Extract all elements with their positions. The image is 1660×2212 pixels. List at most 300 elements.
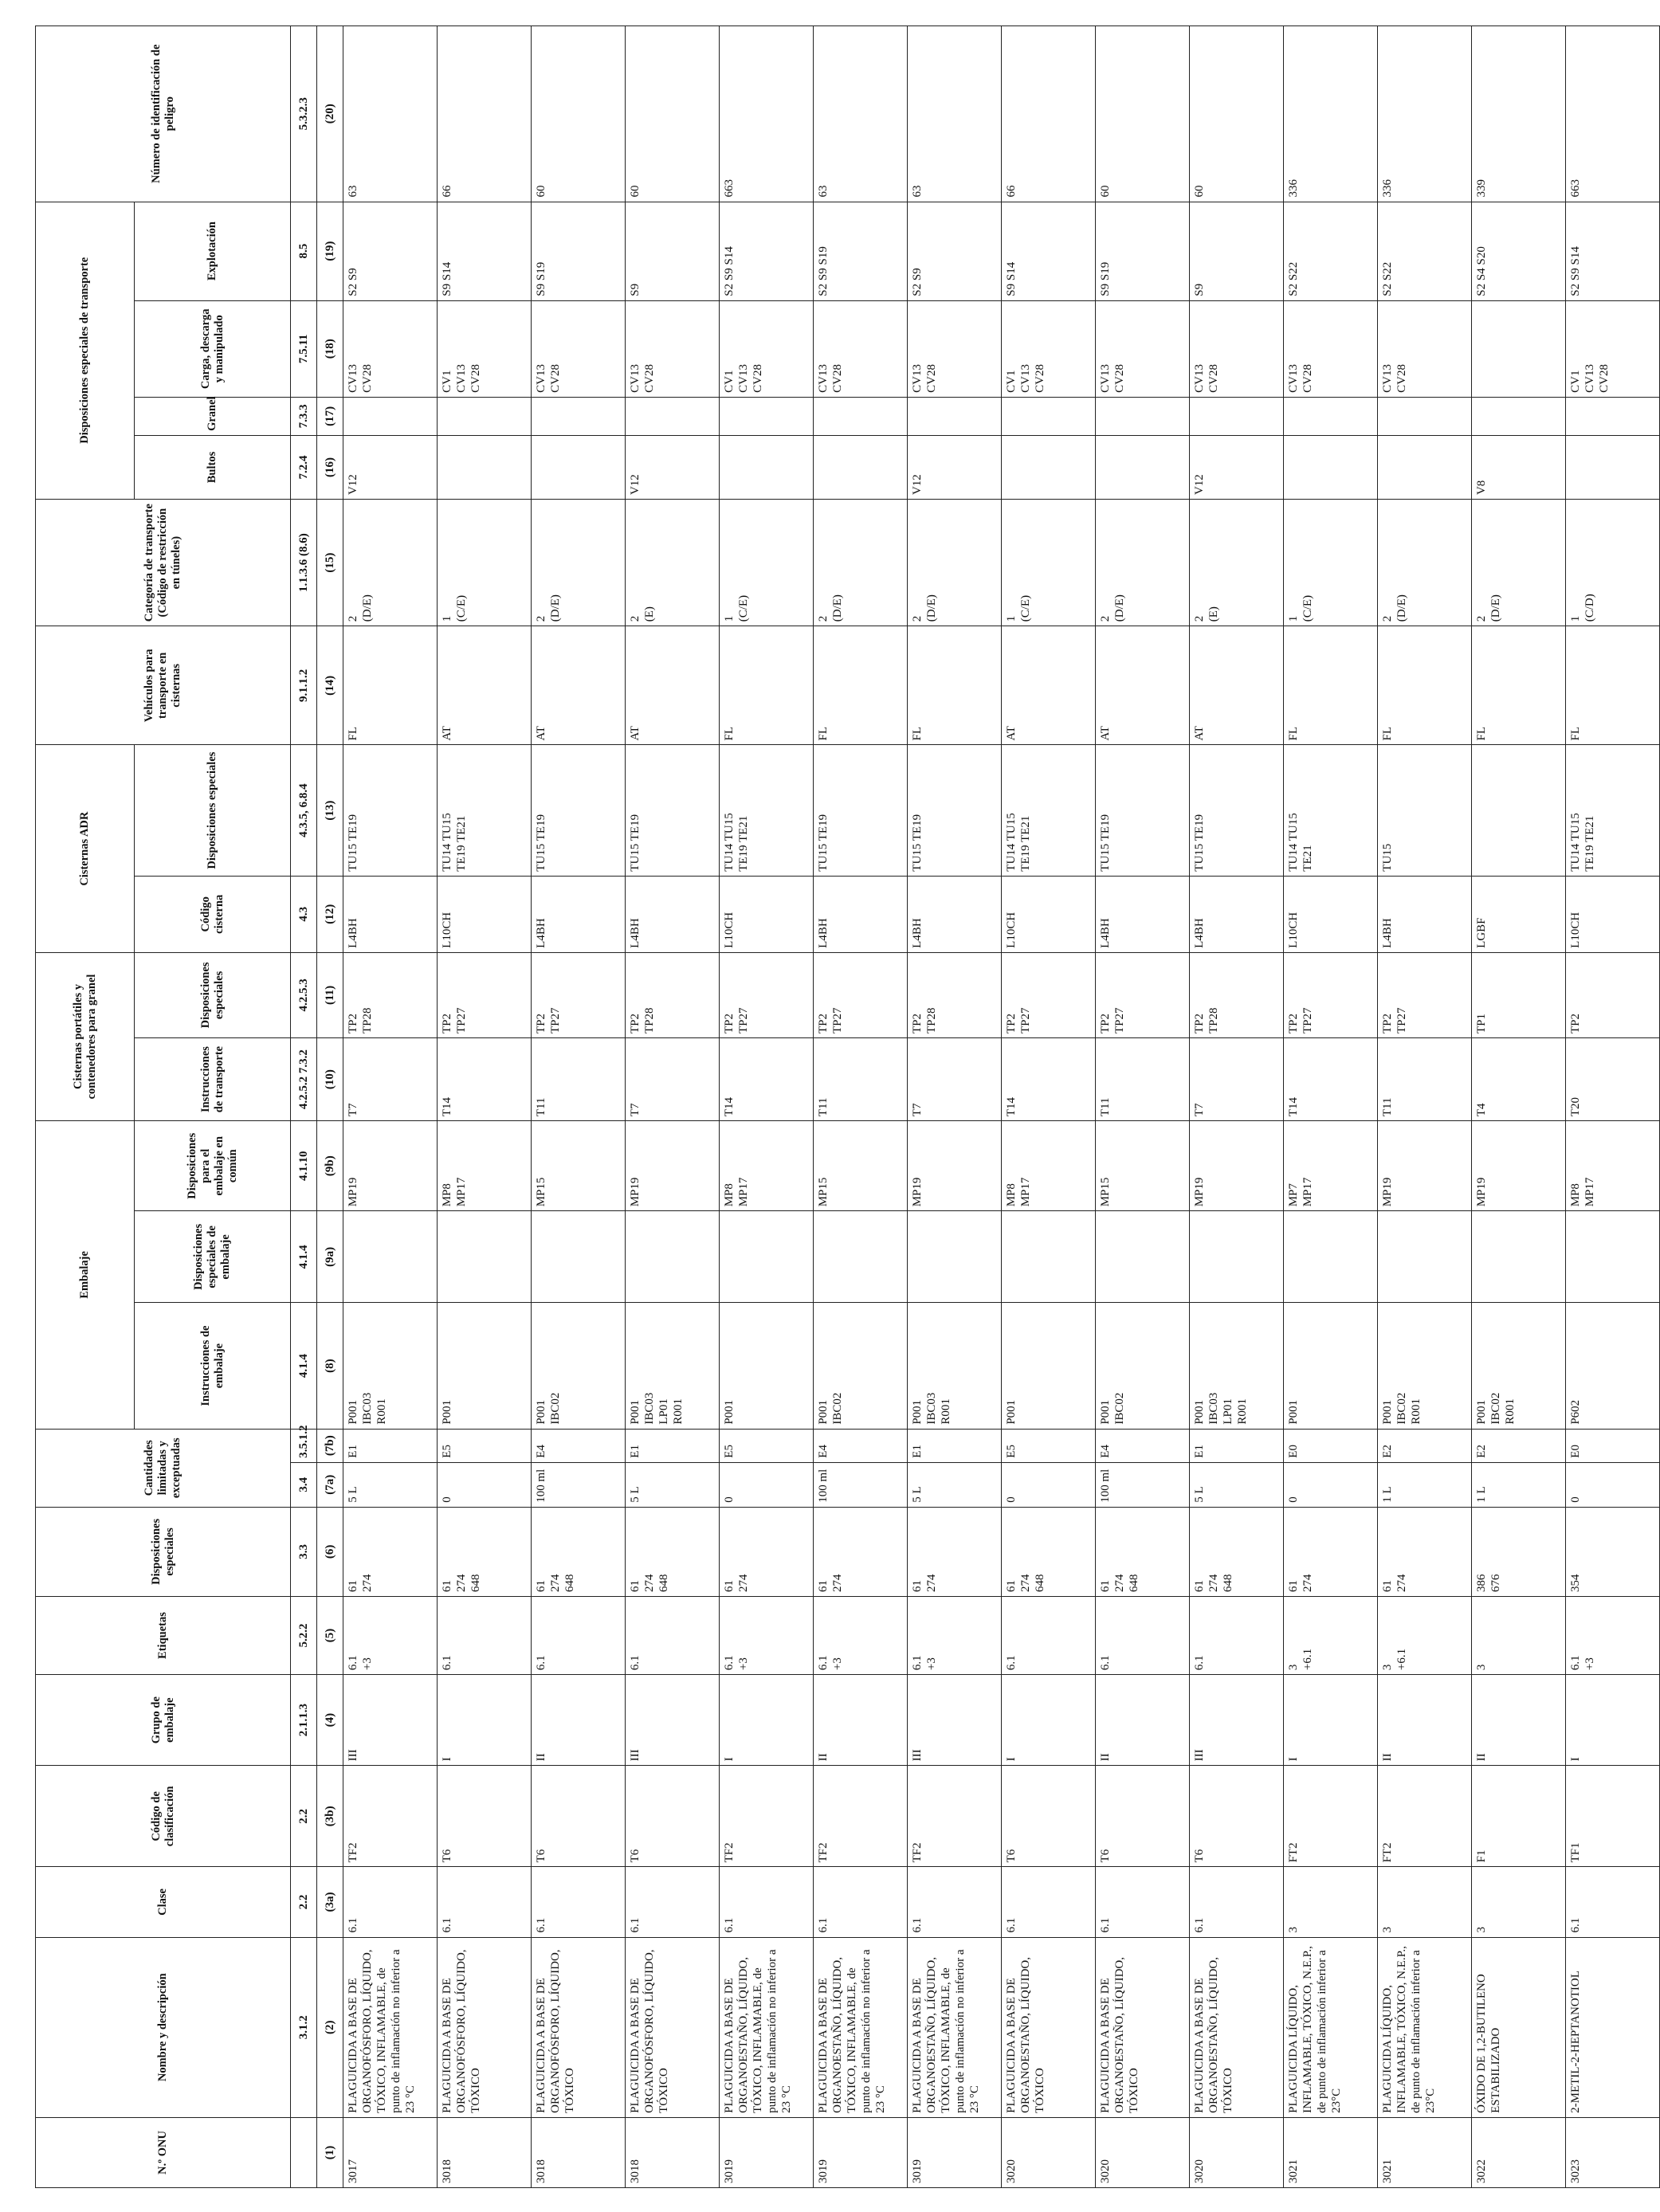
table-cell: 3023 xyxy=(1566,2117,1660,2187)
table-cell: P001 xyxy=(1284,1303,1378,1429)
table-cell: 61 274 xyxy=(908,1507,1002,1596)
table-cell: P001 IBC03 LP01 R001 xyxy=(1190,1303,1284,1429)
table-cell: S9 S14 xyxy=(438,202,532,300)
column-number-cell: (1) xyxy=(317,2117,343,2187)
table-cell: 6.1 xyxy=(1096,1867,1190,1937)
table-cell: T14 xyxy=(1284,1037,1378,1120)
table-cell: E2 xyxy=(1472,1429,1566,1462)
table-cell: E5 xyxy=(438,1429,532,1462)
table-cell: CV13 CV28 xyxy=(1096,300,1190,397)
column-number-cell: (6) xyxy=(317,1507,343,1596)
column-number-cell: (8) xyxy=(317,1303,343,1429)
table-cell xyxy=(1096,435,1190,499)
table-cell xyxy=(1566,397,1660,435)
table-cell xyxy=(814,397,908,435)
table-cell: P001 IBC02 xyxy=(532,1303,626,1429)
table-cell: 5 L xyxy=(343,1462,438,1507)
table-cell: E1 xyxy=(626,1429,720,1462)
table-cell xyxy=(626,1211,720,1303)
table-cell: 1 (C/E) xyxy=(438,500,532,626)
table-cell: 3 +6.1 xyxy=(1378,1596,1472,1674)
table-cell xyxy=(908,1211,1002,1303)
column-number-cell: (7b) xyxy=(317,1429,343,1462)
table-cell: T6 xyxy=(1190,1766,1284,1867)
table-cell: PLAGUICIDA A BASE DE ORGANOESTAÑO, LÍQUIDO, TÓXICO, INFLAMABLE, de punto de inflamación no inferior a 23 °C xyxy=(814,1937,908,2117)
dangerous-goods-table xyxy=(35,25,1660,2188)
table-cell xyxy=(1472,300,1566,397)
table-cell: 61 274 648 xyxy=(626,1507,720,1596)
reference-cell: 2.2 xyxy=(291,1867,317,1937)
reference-cell: 5.2.2 xyxy=(291,1596,317,1674)
column-number-cell: (2) xyxy=(317,1937,343,2117)
table-cell: I xyxy=(1566,1675,1660,1766)
table-cell: TP2 TP27 xyxy=(1378,952,1472,1037)
table-cell: AT xyxy=(1190,626,1284,745)
table-cell: 66 xyxy=(438,26,532,202)
table-row xyxy=(1096,26,1190,2188)
table-cell: P001 IBC03 LP01 R001 xyxy=(626,1303,720,1429)
column-number-cell: (14) xyxy=(317,626,343,745)
table-cell: 6.1 xyxy=(532,1596,626,1674)
table-cell xyxy=(1378,435,1472,499)
table-cell: 6.1 xyxy=(343,1867,438,1937)
table-cell: E1 xyxy=(1190,1429,1284,1462)
header-portable-tanks-group: Cisternas portátiles y contenedores para granel xyxy=(36,952,135,1120)
table-cell: 3019 xyxy=(720,2117,814,2187)
table-cell: TU15 TE19 xyxy=(343,745,438,876)
table-cell xyxy=(532,397,626,435)
table-cell: TU15 xyxy=(1378,745,1472,876)
table-cell: T11 xyxy=(1378,1037,1472,1120)
table-cell xyxy=(1472,1211,1566,1303)
table-cell: 2 (D/E) xyxy=(814,500,908,626)
table-cell: 3017 xyxy=(343,2117,438,2187)
table-cell: 354 xyxy=(1566,1507,1660,1596)
reference-cell: 4.1.4 xyxy=(291,1303,317,1429)
table-cell: III xyxy=(626,1675,720,1766)
table-cell: AT xyxy=(1096,626,1190,745)
table-row xyxy=(1002,26,1096,2188)
header-packing-special: Disposiciones especiales de embalaje xyxy=(135,1211,291,1303)
table-row xyxy=(1472,26,1566,2188)
table-cell: II xyxy=(532,1675,626,1766)
reference-cell: 7.2.4 xyxy=(291,435,317,499)
table-cell: CV1 CV13 CV28 xyxy=(438,300,532,397)
table-cell: CV1 CV13 CV28 xyxy=(720,300,814,397)
table-cell: CV13 CV28 xyxy=(1378,300,1472,397)
header-transport-instructions: Instrucciones de transporte xyxy=(135,1037,291,1120)
table-cell: 61 274 xyxy=(1284,1507,1378,1596)
table-cell: TP2 TP28 xyxy=(343,952,438,1037)
table-cell: T14 xyxy=(1002,1037,1096,1120)
table-cell: 2 (D/E) xyxy=(1378,500,1472,626)
table-cell xyxy=(1378,397,1472,435)
table-cell: 6.1 xyxy=(1190,1867,1284,1937)
table-cell: MP15 xyxy=(814,1121,908,1211)
table-cell xyxy=(1472,745,1566,876)
column-number-cell: (7a) xyxy=(317,1462,343,1507)
table-cell: 0 xyxy=(720,1462,814,1507)
table-cell: 63 xyxy=(343,26,438,202)
table-cell: T7 xyxy=(626,1037,720,1120)
table-cell xyxy=(343,397,438,435)
header-limited-quantities: Cantidades limitadas y exceptuadas xyxy=(36,1429,291,1507)
table-cell: 3022 xyxy=(1472,2117,1566,2187)
table-cell: 3 xyxy=(1472,1867,1566,1937)
table-cell: TF2 xyxy=(908,1766,1002,1867)
table-cell: S2 S9 xyxy=(908,202,1002,300)
table-cell: I xyxy=(1284,1675,1378,1766)
table-cell: AT xyxy=(1002,626,1096,745)
table-cell: 6.1 xyxy=(626,1867,720,1937)
table-cell: FL xyxy=(1378,626,1472,745)
header-tank-vehicle: Vehículos para transporte en cisternas xyxy=(36,626,291,745)
table-cell: 3020 xyxy=(1002,2117,1096,2187)
column-number-cell: (20) xyxy=(317,26,343,202)
table-cell: MP8 MP17 xyxy=(720,1121,814,1211)
table-cell: E4 xyxy=(1096,1429,1190,1462)
table-cell: T6 xyxy=(1096,1766,1190,1867)
table-cell: 6.1 xyxy=(438,1596,532,1674)
table-cell: III xyxy=(343,1675,438,1766)
table-cell: L4BH xyxy=(1190,876,1284,952)
table-cell: 1 (C/D) xyxy=(1566,500,1660,626)
table-cell: TP2 TP27 xyxy=(1096,952,1190,1037)
table-cell: 5 L xyxy=(626,1462,720,1507)
table-cell: L4BH xyxy=(1096,876,1190,952)
table-cell: 663 xyxy=(720,26,814,202)
table-cell: S2 S9 S19 xyxy=(814,202,908,300)
table-cell: 3 xyxy=(1378,1867,1472,1937)
rotated-table-page xyxy=(35,25,1611,2188)
table-cell: L4BH xyxy=(814,876,908,952)
table-body xyxy=(343,26,1660,2188)
table-cell: MP19 xyxy=(1472,1121,1566,1211)
table-cell: CV13 CV28 xyxy=(908,300,1002,397)
table-cell: 66 xyxy=(1002,26,1096,202)
table-cell: E1 xyxy=(343,1429,438,1462)
table-cell: PLAGUICIDA A BASE DE ORGANOFÓSFORO, LÍQUIDO, TÓXICO xyxy=(438,1937,532,2117)
table-cell xyxy=(1002,397,1096,435)
table-cell xyxy=(1190,397,1284,435)
table-cell: PLAGUICIDA LÍQUIDO, INFLAMABLE, TÓXICO, N.E.P., de punto de inflamación inferior a 23°C xyxy=(1284,1937,1378,2117)
table-cell: 0 xyxy=(1566,1462,1660,1507)
table-row xyxy=(1378,26,1472,2188)
table-cell: S9 xyxy=(626,202,720,300)
table-cell: L4BH xyxy=(908,876,1002,952)
table-cell xyxy=(720,397,814,435)
table-cell: 100 ml xyxy=(532,1462,626,1507)
reference-cell: 4.3.5, 6.8.4 xyxy=(291,745,317,876)
table-cell: TU15 TE19 xyxy=(814,745,908,876)
table-cell: I xyxy=(1002,1675,1096,1766)
table-cell: 3021 xyxy=(1284,2117,1378,2187)
table-cell: 60 xyxy=(1190,26,1284,202)
table-cell: P001 xyxy=(720,1303,814,1429)
reference-cell: 4.3 xyxy=(291,876,317,952)
table-cell: 3018 xyxy=(438,2117,532,2187)
table-cell: MP8 MP17 xyxy=(1002,1121,1096,1211)
table-cell xyxy=(438,397,532,435)
table-cell: S2 S4 S20 xyxy=(1472,202,1566,300)
table-cell: FT2 xyxy=(1284,1766,1378,1867)
table-cell: TU14 TU15 TE19 TE21 xyxy=(1002,745,1096,876)
table-cell: FL xyxy=(1566,626,1660,745)
table-cell: TP2 TP27 xyxy=(814,952,908,1037)
table-cell: PLAGUICIDA A BASE DE ORGANOESTAÑO, LÍQUIDO, TÓXICO, INFLAMABLE, de punto de inflamación no inferior a 23 °C xyxy=(720,1937,814,2117)
table-cell: S9 S19 xyxy=(1096,202,1190,300)
header-bultos: Bultos xyxy=(135,435,291,499)
header-special-provisions: Disposiciones especiales xyxy=(36,1507,291,1596)
table-cell: TP2 TP28 xyxy=(908,952,1002,1037)
column-number-row xyxy=(317,26,343,2188)
table-cell xyxy=(1566,435,1660,499)
table-cell: TP1 xyxy=(1472,952,1566,1037)
table-cell: 6.1 +3 xyxy=(908,1596,1002,1674)
table-cell xyxy=(532,435,626,499)
table-cell: 3020 xyxy=(1096,2117,1190,2187)
column-number-cell: (11) xyxy=(317,952,343,1037)
table-cell: T14 xyxy=(438,1037,532,1120)
table-cell: 5 L xyxy=(908,1462,1002,1507)
table-cell: 6.1 +3 xyxy=(1566,1596,1660,1674)
table-cell: 3018 xyxy=(532,2117,626,2187)
table-cell: 61 274 648 xyxy=(532,1507,626,1596)
table-cell: 1 (C/E) xyxy=(720,500,814,626)
reference-cell: 1.1.3.6 (8.6) xyxy=(291,500,317,626)
table-cell: L10CH xyxy=(1002,876,1096,952)
reference-cell: 3.1.2 xyxy=(291,1937,317,2117)
table-cell: E4 xyxy=(532,1429,626,1462)
table-cell: CV13 CV28 xyxy=(532,300,626,397)
table-cell: 3018 xyxy=(626,2117,720,2187)
table-cell: MP19 xyxy=(908,1121,1002,1211)
table-cell: TU14 TU15 TE19 TE21 xyxy=(720,745,814,876)
table-cell: 2 (D/E) xyxy=(532,500,626,626)
table-cell: MP19 xyxy=(343,1121,438,1211)
table-cell: TP2 xyxy=(1566,952,1660,1037)
table-cell: S9 xyxy=(1190,202,1284,300)
table-row xyxy=(908,26,1002,2188)
table-cell xyxy=(1096,1211,1190,1303)
table-cell: S2 S9 S14 xyxy=(1566,202,1660,300)
table-row xyxy=(814,26,908,2188)
reference-cell: 2.2 xyxy=(291,1766,317,1867)
table-cell: V12 xyxy=(1190,435,1284,499)
table-cell: E4 xyxy=(814,1429,908,1462)
table-row xyxy=(1190,26,1284,2188)
table-cell: 6.1 xyxy=(1190,1596,1284,1674)
column-number-cell: (17) xyxy=(317,397,343,435)
column-number-cell: (16) xyxy=(317,435,343,499)
table-cell: 6.1 xyxy=(814,1867,908,1937)
table-cell: 61 274 xyxy=(720,1507,814,1596)
table-cell: MP19 xyxy=(1190,1121,1284,1211)
table-cell: E0 xyxy=(1566,1429,1660,1462)
table-cell: MP19 xyxy=(626,1121,720,1211)
table-cell: T7 xyxy=(343,1037,438,1120)
table-cell: E1 xyxy=(908,1429,1002,1462)
table-cell: V12 xyxy=(626,435,720,499)
table-cell: CV1 CV13 CV28 xyxy=(1566,300,1660,397)
table-cell: FL xyxy=(1284,626,1378,745)
table-row xyxy=(720,26,814,2188)
table-cell: T6 xyxy=(532,1766,626,1867)
header-row-groups xyxy=(36,26,135,2188)
table-cell: MP8 MP17 xyxy=(438,1121,532,1211)
reference-cell: 7.3.3 xyxy=(291,397,317,435)
table-cell: 1 (C/E) xyxy=(1002,500,1096,626)
table-cell: 6.1 xyxy=(438,1867,532,1937)
table-cell xyxy=(720,1211,814,1303)
table-cell: L4BH xyxy=(626,876,720,952)
reference-cell: 4.2.5.2 7.3.2 xyxy=(291,1037,317,1120)
table-cell: CV13 CV28 xyxy=(626,300,720,397)
reference-cell: 4.1.10 xyxy=(291,1121,317,1211)
table-cell: I xyxy=(720,1675,814,1766)
table-cell: 60 xyxy=(532,26,626,202)
table-cell: TP2 TP27 xyxy=(1284,952,1378,1037)
table-cell: 63 xyxy=(908,26,1002,202)
table-cell: AT xyxy=(438,626,532,745)
table-cell: P001 IBC02 xyxy=(814,1303,908,1429)
table-cell: TF1 xyxy=(1566,1766,1660,1867)
column-number-cell: (3a) xyxy=(317,1867,343,1937)
table-cell xyxy=(1284,397,1378,435)
table-cell: 2 (D/E) xyxy=(1472,500,1566,626)
table-cell: 6.1 +3 xyxy=(720,1596,814,1674)
table-cell: TP2 TP28 xyxy=(1190,952,1284,1037)
table-cell xyxy=(1284,435,1378,499)
table-cell: 6.1 xyxy=(720,1867,814,1937)
reference-row xyxy=(291,26,317,2188)
table-cell: 339 xyxy=(1472,26,1566,202)
table-cell: II xyxy=(1378,1675,1472,1766)
column-number-cell: (13) xyxy=(317,745,343,876)
table-cell: L10CH xyxy=(438,876,532,952)
table-cell: S2 S22 xyxy=(1284,202,1378,300)
table-cell: PLAGUICIDA A BASE DE ORGANOFÓSFORO, LÍQUIDO, TÓXICO xyxy=(532,1937,626,2117)
header-adr-tanks-group: Cisternas ADR xyxy=(36,745,135,952)
table-cell: 3021 xyxy=(1378,2117,1472,2187)
table-cell: PLAGUICIDA A BASE DE ORGANOESTAÑO, LÍQUIDO, TÓXICO xyxy=(1002,1937,1096,2117)
reference-cell: 5.3.2.3 xyxy=(291,26,317,202)
table-cell: TP2 TP27 xyxy=(532,952,626,1037)
table-cell: CV13 CV28 xyxy=(343,300,438,397)
table-cell: 6.1 xyxy=(1002,1596,1096,1674)
table-cell: AT xyxy=(532,626,626,745)
table-cell: II xyxy=(1096,1675,1190,1766)
table-cell xyxy=(908,397,1002,435)
table-cell: TU15 TE19 xyxy=(1190,745,1284,876)
table-cell: L10CH xyxy=(1566,876,1660,952)
table-cell: PLAGUICIDA LÍQUIDO, INFLAMABLE, TÓXICO, N.E.P., de punto de inflamación inferior a 23°C xyxy=(1378,1937,1472,2117)
table-cell: 60 xyxy=(626,26,720,202)
table-cell xyxy=(438,1211,532,1303)
table-cell xyxy=(532,1211,626,1303)
table-cell: V12 xyxy=(343,435,438,499)
table-cell: PLAGUICIDA A BASE DE ORGANOESTAÑO, LÍQUIDO, TÓXICO, INFLAMABLE, de punto de inflamación no inferior a 23 °C xyxy=(908,1937,1002,2117)
header-tank-special: Disposiciones especiales xyxy=(135,952,291,1037)
table-cell: T11 xyxy=(814,1037,908,1120)
table-cell: 61 274 648 xyxy=(438,1507,532,1596)
table-row xyxy=(626,26,720,2188)
table-cell: MP7 MP17 xyxy=(1284,1121,1378,1211)
table-cell: P001 IBC02 R001 xyxy=(1378,1303,1472,1429)
table-cell: P001 xyxy=(438,1303,532,1429)
table-cell: FL xyxy=(908,626,1002,745)
header-un: N.º ONU xyxy=(36,2117,291,2187)
table-cell: 0 xyxy=(1002,1462,1096,1507)
table-cell: CV1 CV13 CV28 xyxy=(1002,300,1096,397)
table-cell: E5 xyxy=(720,1429,814,1462)
header-hazard-number: Número de identificación de peligro xyxy=(36,26,291,202)
table-cell: 61 274 xyxy=(343,1507,438,1596)
header-adr-special: Disposiciones especiales xyxy=(135,745,291,876)
header-packaging-group: Embalaje xyxy=(36,1121,135,1430)
header-tank-code: Código cisterna xyxy=(135,876,291,952)
table-cell: 2-METIL-2-HEPTANOTIOL xyxy=(1566,1937,1660,2117)
table-cell: T20 xyxy=(1566,1037,1660,1120)
header-class: Clase xyxy=(36,1867,291,1937)
table-cell: FL xyxy=(343,626,438,745)
table-cell: 61 274 xyxy=(1378,1507,1472,1596)
table-cell: E0 xyxy=(1284,1429,1378,1462)
reference-cell: 4.2.5.3 xyxy=(291,952,317,1037)
header-labels: Etiquetas xyxy=(36,1596,291,1674)
table-cell: PLAGUICIDA A BASE DE ORGANOESTAÑO, LÍQUIDO, TÓXICO xyxy=(1190,1937,1284,2117)
table-cell: CV13 CV28 xyxy=(1190,300,1284,397)
table-cell: FT2 xyxy=(1378,1766,1472,1867)
table-cell: E5 xyxy=(1002,1429,1096,1462)
table-cell: CV13 CV28 xyxy=(814,300,908,397)
table-cell: III xyxy=(908,1675,1002,1766)
table-cell: MP19 xyxy=(1378,1121,1472,1211)
table-cell: 1 L xyxy=(1378,1462,1472,1507)
table-cell: 61 274 648 xyxy=(1096,1507,1190,1596)
table-cell: T7 xyxy=(1190,1037,1284,1120)
table-cell: T7 xyxy=(908,1037,1002,1120)
table-cell: AT xyxy=(626,626,720,745)
table-cell: 60 xyxy=(1096,26,1190,202)
table-cell: 1 (C/E) xyxy=(1284,500,1378,626)
reference-cell: 4.1.4 xyxy=(291,1211,317,1303)
table-cell: 6.1 xyxy=(908,1867,1002,1937)
table-cell xyxy=(438,435,532,499)
table-cell: TP2 TP27 xyxy=(438,952,532,1037)
table-cell: III xyxy=(1190,1675,1284,1766)
table-cell: T4 xyxy=(1472,1037,1566,1120)
reference-cell xyxy=(291,2117,317,2187)
table-cell: P001 IBC03 R001 xyxy=(343,1303,438,1429)
table-cell: S2 S9 S14 xyxy=(720,202,814,300)
table-cell: CV13 CV28 xyxy=(1284,300,1378,397)
column-number-cell: (12) xyxy=(317,876,343,952)
table-cell: T6 xyxy=(626,1766,720,1867)
table-cell: TF2 xyxy=(814,1766,908,1867)
table-cell: 663 xyxy=(1566,26,1660,202)
table-cell: 3020 xyxy=(1190,2117,1284,2187)
table-cell: TF2 xyxy=(720,1766,814,1867)
table-cell: 3 xyxy=(1472,1596,1566,1674)
table-cell: 2 (D/E) xyxy=(1096,500,1190,626)
table-cell: 6.1 xyxy=(1096,1596,1190,1674)
table-cell xyxy=(814,435,908,499)
table-cell: 336 xyxy=(1378,26,1472,202)
table-cell: 5 L xyxy=(1190,1462,1284,1507)
table-cell xyxy=(720,435,814,499)
header-special-transport-group: Disposiciones especiales de transporte xyxy=(36,202,135,500)
